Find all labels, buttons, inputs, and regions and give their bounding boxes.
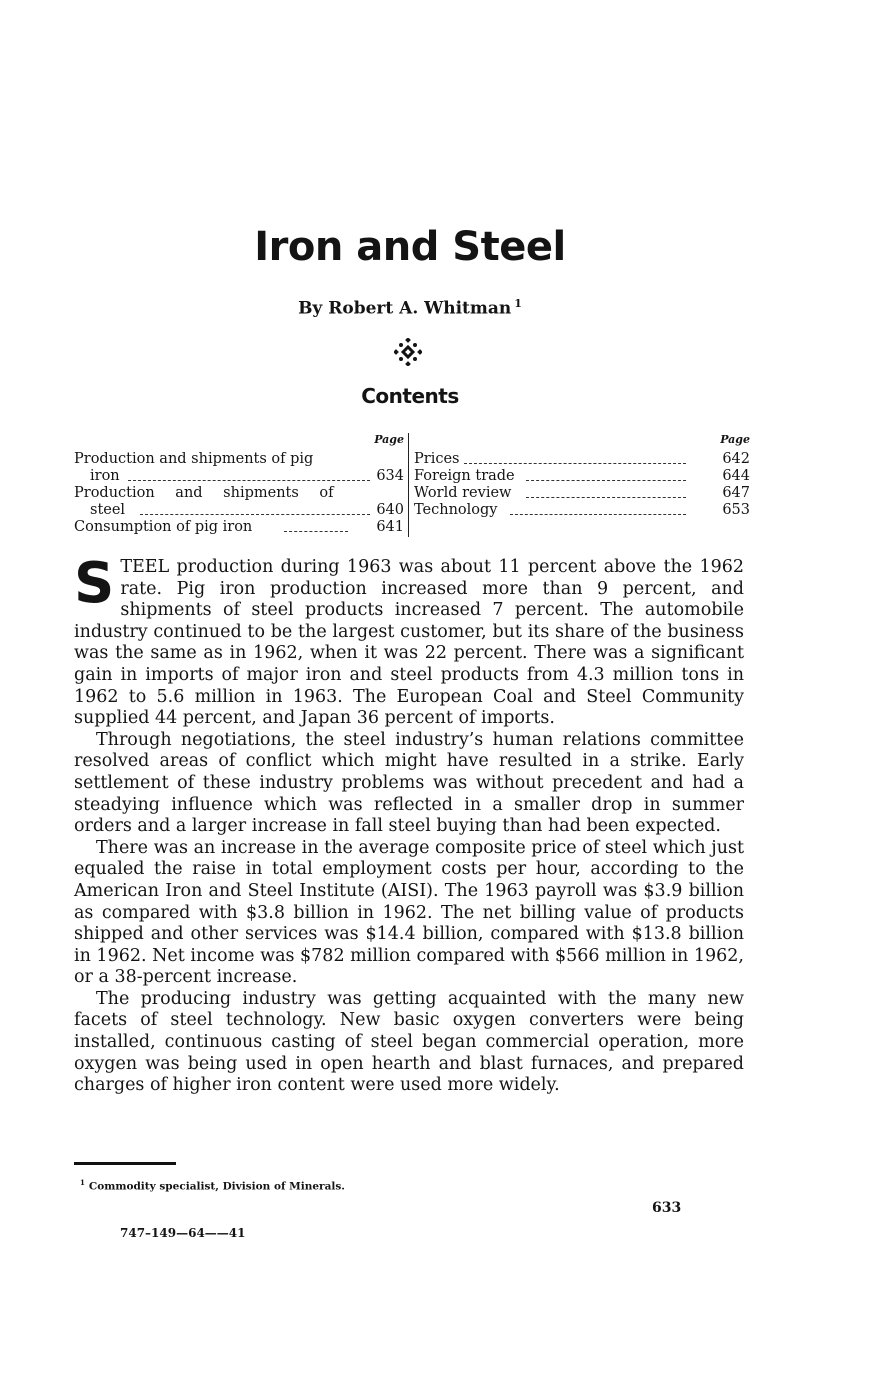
toc-entry-page: 640 xyxy=(376,502,404,518)
byline xyxy=(0,297,820,319)
toc-page-header: Page xyxy=(374,433,404,446)
page-number: 633 xyxy=(652,1200,682,1216)
toc-entry-page: 642 xyxy=(722,451,750,467)
toc-entry-label: Technology xyxy=(414,502,498,518)
toc-entry-pig-iron-line1[interactable] xyxy=(74,451,404,468)
toc-entry-label: Production and shipments of pig xyxy=(74,451,314,467)
toc-leader xyxy=(526,497,686,498)
toc-entry-page: 641 xyxy=(376,519,404,535)
toc-leader xyxy=(464,463,686,464)
toc-leader xyxy=(510,514,686,515)
toc-entry-consumption[interactable] xyxy=(74,519,404,536)
paragraph: The producing industry was getting acquainted with the many new facets of steel technology. New basic oxygen converters were being installed, continuous casting of steel began commercial operation, more oxygen was being used in open hearth and blast furnaces, and prepared charges of higher iron content were used more widely. xyxy=(74,988,744,1096)
footnote-rule xyxy=(74,1162,176,1165)
paragraph: Through negotiations, the steel industry’s human relations committee resolved areas of conflict which might have resulted in a strike. Early settlement of these industry problems was without precedent and had a steadying influence which was reflected in a smaller drop in summer orders and a larger increase in fall steel buying than had been expected. xyxy=(74,729,744,837)
drop-cap: S xyxy=(74,551,115,616)
print-code: 747–149—64——41 xyxy=(120,1226,246,1240)
paragraph: There was an increase in the average composite price of steel which just equaled the raise in total employment costs per hour, according to the American Iron and Steel Institute (AISI). The 1963 payroll was $3.9 billion as compared with $3.8 billion in 1962. The net billing value of products shipped and other services was $14.4 billion, compared with $13.8 billion in 1962. Net income was $782 million compared with $566 million in 1962, or a 38-percent increase. xyxy=(74,837,744,988)
footnote-mark: 1 xyxy=(80,1178,85,1187)
toc-leader xyxy=(128,480,370,481)
toc-entry-label: Prices xyxy=(414,451,460,467)
toc-entry-label: steel xyxy=(90,502,126,518)
ornament-icon xyxy=(394,338,422,366)
toc-divider xyxy=(408,433,409,537)
toc-leader xyxy=(526,480,686,481)
footnote-text: Commodity specialist, Division of Minerals. xyxy=(88,1180,345,1193)
paragraph-text: TEEL production during 1963 was about 11 percent above the 1962 rate. Pig iron production increased more than 9 percent, and shipments of steel products increased 7 percent. The automobile industry continued to be the largest customer, but its share of the business was the same as in 1962, when it was 22 percent. There was a significant gain in imports of major iron and steel products from 4.3 million tons in 1962 to 5.6 million in 1963. The European Coal and Steel Community supplied 44 percent, and Japan 36 percent of imports. xyxy=(74,557,744,729)
toc-entry-steel-line2[interactable] xyxy=(74,502,404,519)
toc-entry-prices[interactable] xyxy=(414,451,750,468)
toc-entry-label: Production and shipments of xyxy=(74,485,334,501)
toc-entry-page: 653 xyxy=(722,502,750,518)
toc-entry-label: Consumption of pig iron xyxy=(74,519,253,535)
footnote xyxy=(80,1178,345,1193)
table-of-contents xyxy=(74,433,750,537)
author-name: By Robert A. Whitman xyxy=(298,298,512,319)
toc-leader xyxy=(140,514,370,515)
toc-entry-pig-iron-line2[interactable] xyxy=(74,468,404,485)
page-title: Iron and Steel xyxy=(254,224,566,270)
toc-leader xyxy=(284,531,348,532)
toc-page-header: Page xyxy=(720,433,750,446)
paragraph xyxy=(74,551,744,730)
toc-entry-foreign-trade[interactable] xyxy=(414,468,750,485)
toc-entry-steel-line1[interactable] xyxy=(74,485,404,502)
toc-entry-label: iron xyxy=(90,468,120,484)
footnote-ref: 1 xyxy=(514,297,522,310)
toc-entry-technology[interactable] xyxy=(414,502,750,519)
contents-heading: Contents xyxy=(361,384,459,408)
toc-entry-page: 647 xyxy=(722,485,750,501)
toc-entry-world-review[interactable] xyxy=(414,485,750,502)
article-body xyxy=(74,551,744,1097)
toc-entry-label: World review xyxy=(414,485,512,501)
toc-entry-label: Foreign trade xyxy=(414,468,515,484)
toc-entry-page: 634 xyxy=(376,468,404,484)
toc-entry-page: 644 xyxy=(722,468,750,484)
